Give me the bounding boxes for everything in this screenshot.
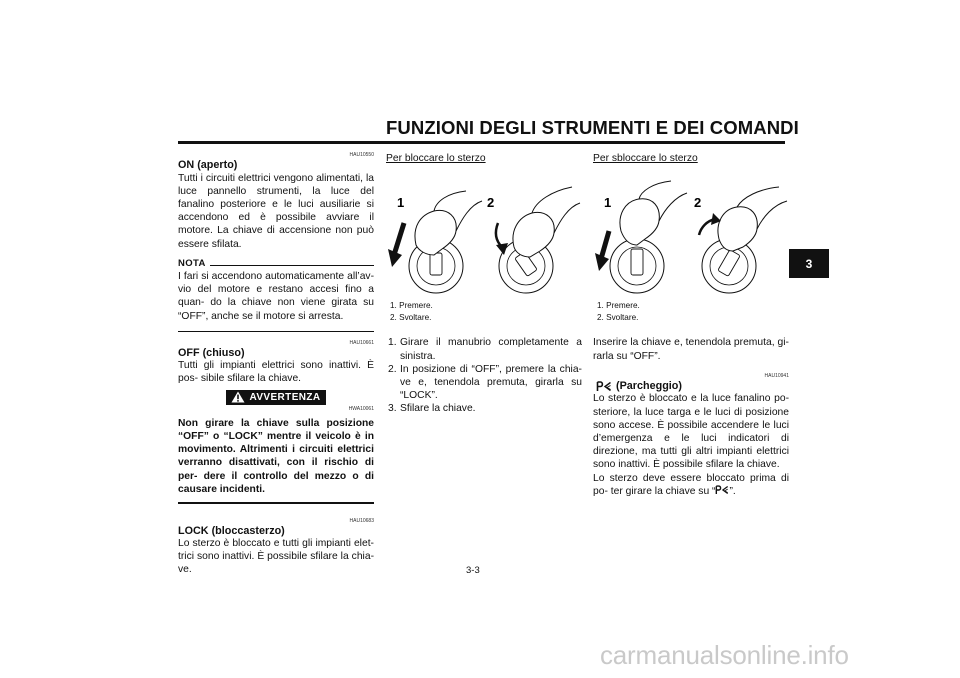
- list-item: [386, 402, 582, 415]
- figure-caption-1: 1. Premere.: [390, 301, 433, 311]
- nota-header: [178, 257, 374, 270]
- parking-icon: [596, 381, 612, 392]
- ref-code: HAU10683: [349, 517, 374, 524]
- warning-triangle-icon: [231, 391, 245, 403]
- header-rule: [178, 141, 785, 144]
- nota-label: NOTA: [178, 257, 206, 269]
- warning-label: AVVERTENZA: [249, 391, 321, 403]
- warning-badge: [226, 390, 325, 405]
- section-title-on: ON (aperto): [178, 159, 238, 171]
- section-title-parking: [593, 380, 789, 393]
- page-number: 3-3: [466, 565, 480, 576]
- warning-end-rule: [178, 502, 374, 504]
- figure-caption-2: 2. Svoltare.: [390, 313, 432, 323]
- key-turn-icon: [699, 187, 787, 293]
- section-text-parking-2: [593, 472, 789, 498]
- key-turn-icon: [496, 187, 580, 293]
- parking-title: (Parcheggio): [616, 379, 682, 392]
- figure-caption-2: 2. Svoltare.: [597, 313, 639, 323]
- unlock-steering-illustration: [593, 171, 789, 296]
- lock-steps-list: [386, 336, 582, 415]
- ref-code: HWA10061: [348, 405, 374, 412]
- ref-code: HAU10550: [349, 152, 374, 158]
- chapter-tab: 3: [789, 249, 829, 278]
- warning-text: Non girare la chiave sulla posizione “OFF” o “LOCK” mentre il veicolo è in movimento. Altrimenti i circuiti elettrici verranno disattivati, con il rischio di per- dere il controllo del mezzo o di causare incidenti.: [178, 417, 374, 495]
- parking-text-start: Lo sterzo deve essere bloccato prima di po- ter girare la chiave su “: [593, 472, 789, 497]
- step-text: In posizione di “OFF”, premere la chia- ve e, tenendola premuta, girarla su “LOCK”.: [400, 363, 582, 402]
- watermark: carmanualsonline.info: [600, 640, 849, 670]
- section-text-off: Tutti gli impianti elettrici sono inattivi. È pos- sibile sfilare la chiave.: [178, 360, 374, 385]
- section-text-lock: Lo sterzo è bloccato e tutti gli impianti elet- trici sono inattivi. È possibile sfilare la chia- ve.: [178, 538, 374, 576]
- page-header-title: FUNZIONI DEGLI STRUMENTI E DEI COMANDI: [386, 117, 799, 138]
- figure-label-1: 1: [604, 195, 612, 211]
- figure-caption-1: 1. Premere.: [597, 301, 640, 311]
- column-right: [593, 152, 789, 498]
- step-text: Girare il manubrio completamente a sinistra.: [400, 337, 582, 362]
- section-title-lock: LOCK (bloccasterzo): [178, 524, 285, 537]
- parking-icon: [715, 485, 729, 495]
- column-middle: [386, 152, 582, 416]
- figure-label-2: 2: [694, 195, 702, 211]
- ref-code: HAU10941: [764, 372, 789, 379]
- figure-label-2: 2: [487, 195, 495, 211]
- unlock-text: Inserire la chiave e, tenendola premuta, gi- rarla su “OFF”.: [593, 337, 789, 362]
- unlock-procedure-title: Per sbloccare lo sterzo: [593, 153, 698, 164]
- nota-rule: [210, 265, 374, 266]
- lock-procedure-title: Per bloccare lo sterzo: [386, 153, 486, 164]
- section-text-on: Tutti i circuiti elettrici vengono alimentati, la luce pannello strumenti, la luce del fanalino posteriore e le luci ausiliarie si accendono ed è possibile avviare il motore. La chiave di accensione non può essere sfilata.: [178, 172, 374, 250]
- nota-end-rule: [178, 331, 374, 332]
- step-text: Sfilare la chiave.: [400, 403, 476, 415]
- nota-text: I fari si accendono automaticamente all’av- vio del motore e restano accesi fino a quan- do la chiave non viene girata su “OFF”, anche se il motore si arresta.: [178, 270, 374, 322]
- ref-code: HAU10661: [349, 339, 374, 346]
- figure-label-1: 1: [397, 195, 405, 211]
- step-number: 3.: [388, 403, 397, 415]
- step-number: 1.: [388, 337, 397, 349]
- column-left: [178, 152, 374, 577]
- section-text-parking: Lo sterzo è bloccato e la luce fanalino po- steriore, la luce targa e le luci di posizione sono accese. È possibile accendere le luci d’emergenza e le luci indicatori di direzione, ma tutti gli altri impianti elettrici sono inattivi. È possibile sfilare la chiave.: [593, 393, 789, 471]
- warning-header: [178, 390, 374, 405]
- section-title-off: OFF (chiuso): [178, 346, 245, 359]
- lock-steering-illustration: [386, 171, 582, 296]
- list-item: [386, 363, 582, 403]
- list-item: [386, 336, 582, 362]
- step-number: 2.: [388, 363, 397, 375]
- parking-text-end: ”.: [729, 485, 736, 497]
